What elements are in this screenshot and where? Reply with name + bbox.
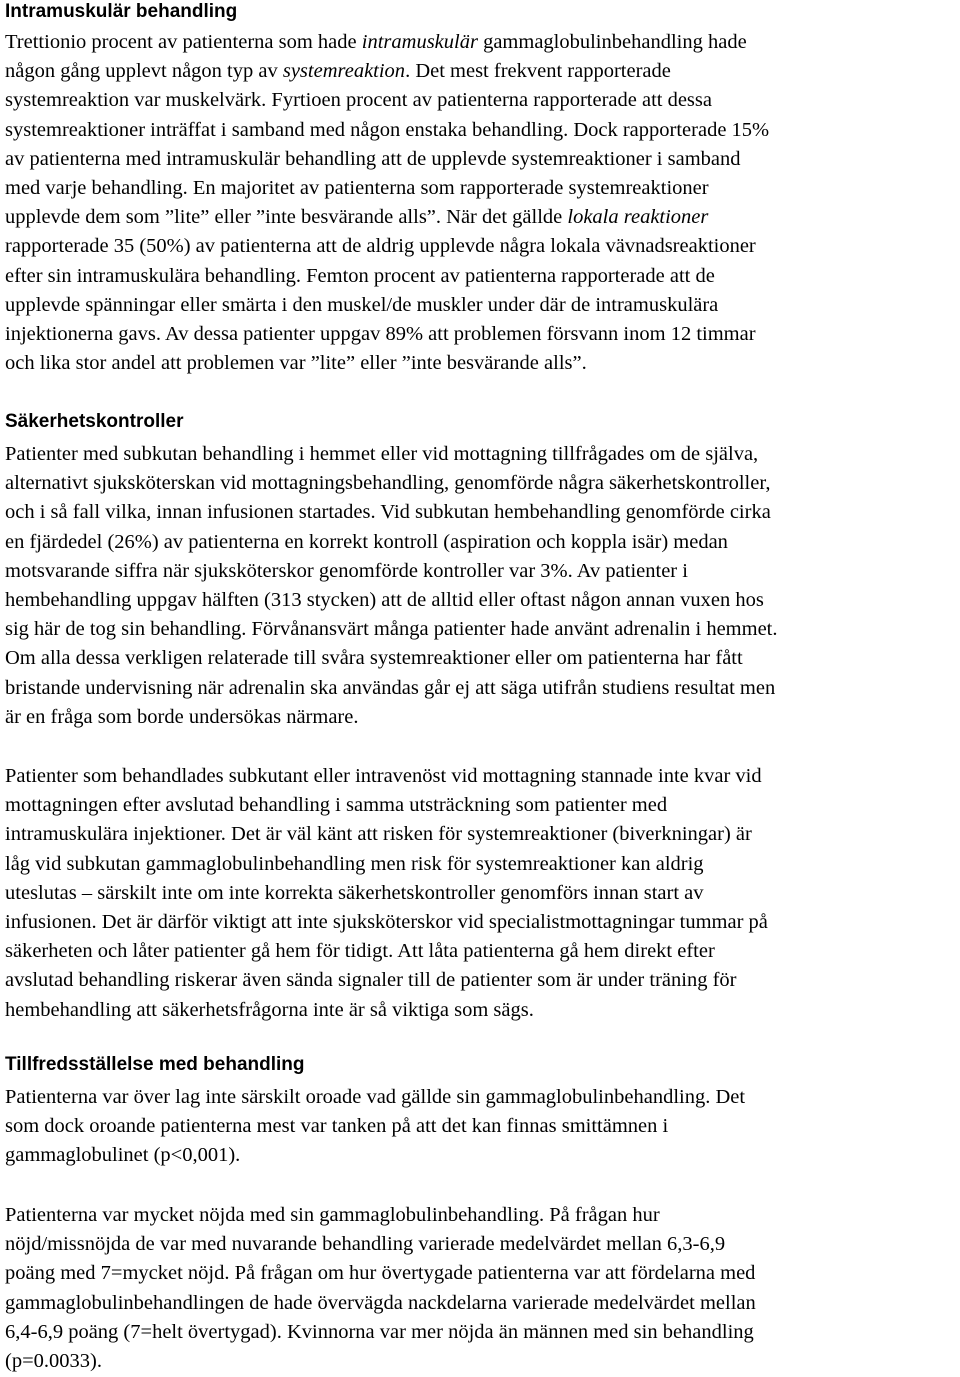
text-line: avslutad behandling riskerar även sända signaler till de patienter som är under träning för: [5, 969, 737, 992]
text-line: och lika stor andel att problemen var ”lite” eller ”inte besvärande alls”.: [5, 352, 587, 375]
text-line: (p=0.0033).: [5, 1350, 102, 1373]
text-line: poäng med 7=mycket nöjd. På frågan om hur övertygade patienterna var att fördelarna med: [5, 1262, 756, 1285]
text-line: en fjärdedel (26%) av patienterna en korrekt kontroll (aspiration och koppla isär) medan: [5, 530, 728, 553]
text-line: intramuskulära injektioner. Det är väl känt att risken för systemreaktioner (biverkningar) är: [5, 823, 752, 846]
text-line: Patienterna var över lag inte särskilt oroade vad gällde sin gammaglobulinbehandling. Det: [5, 1086, 746, 1108]
paragraph-sakerhet-1: [5, 440, 778, 732]
text-line: 6,4-6,9 poäng (7=helt övertygad). Kvinnorna var mer nöjda än männen med sin behandling: [5, 1320, 754, 1343]
heading-intramuskular: Intramuskulär behandling: [5, 1, 238, 22]
text-line: som dock oroande patienterna mest var tanken på att det kan finnas smittämnen i: [5, 1115, 669, 1138]
text-line: mottagningen efter avslutad behandling i samma utsträckning som patienter med: [5, 794, 668, 817]
text-line: hembehandling uppgav hälften (313 stycken) att de alltid eller oftast någon annan vuxen hos: [5, 589, 764, 612]
italic-term: intramuskulär: [361, 31, 478, 53]
text-line: Patienter med subkutan behandling i hemmet eller vid mottagning tillfrågades om de själva,: [5, 443, 759, 465]
text-line: alternativt sjuksköterskan vid mottagningsbehandling, genomförde några säkerhetskontroller,: [5, 472, 771, 495]
text-line: upplevde dem som ”lite” eller ”inte besvärande alls”. När det gällde lokala reaktioner: [5, 206, 709, 229]
text-line: systemreaktioner inträffat i samband med någon enstaka behandling. Dock rapporterade 15%: [5, 118, 770, 141]
text-line: med varje behandling. En majoritet av patienterna som rapporterade systemreaktioner: [5, 177, 709, 200]
text-line: av patienterna med intramuskulär behandling att de upplevde systemreaktioner i samband: [5, 147, 741, 170]
text-line: infusionen. Det är därför viktigt att inte sjuksköterskor vid specialistmottagningar tummar på: [5, 911, 768, 934]
text-line: Trettionio procent av patienterna som hade intramuskulär gammaglobulinbehandling hade: [5, 31, 747, 53]
text-line: säkerheten och låter patienter gå hem för tidigt. Att låta patienterna gå hem direkt efter: [5, 940, 715, 963]
paragraph-sakerhet-2: [5, 762, 768, 1025]
text-line: sig här de tog sin behandling. Förvånansvärt många patienter hade använt adrenalin i hemmet.: [5, 618, 778, 641]
text-line: efter sin intramuskulära behandling. Femton procent av patienterna rapporterade att de: [5, 264, 715, 287]
text-line: Om alla dessa verkligen relaterade till svåra systemreaktioner eller om patienterna har fått: [5, 647, 743, 670]
text-line: låg vid subkutan gammaglobulinbehandling men risk för systemreaktioner kan aldrig: [5, 852, 704, 875]
heading-tillfredsstallelse: Tillfredsställelse med behandling: [5, 1054, 305, 1075]
text-line: uteslutas – särskilt inte om inte korrekta säkerhetskontroller genomförs innan start av: [5, 881, 704, 904]
paragraph-tillfreds-1: [5, 1083, 745, 1171]
text-line: bristande undervisning när adrenalin ska användas går ej att säga utifrån studiens resultat men: [5, 676, 776, 699]
text-line: gammaglobulinbehandlingen de hade övervägda nackdelarna varierade medelvärdet mellan: [5, 1291, 756, 1314]
text-line: gammaglobulinet (p<0,001).: [5, 1144, 241, 1167]
text-line: motsvarande siffra när sjuksköterskor genomförde kontroller var 3%. Av patienter i: [5, 559, 688, 582]
text-line: Patienter som behandlades subkutant eller intravenöst vid mottagning stannade inte kvar vid: [5, 765, 762, 787]
text-line: hembehandling att säkerhetsfrågorna inte är så viktiga som sägs.: [5, 998, 534, 1021]
italic-term: lokala reaktioner: [567, 206, 709, 229]
text-line: och i så fall vilka, innan infusionen startades. Vid subkutan hembehandling genomförde cirka: [5, 501, 771, 524]
text-line: Patienterna var mycket nöjda med sin gammaglobulinbehandling. På frågan hur: [5, 1204, 660, 1226]
heading-sakerhetskontroller: Säkerhetskontroller: [5, 411, 184, 432]
text-line: rapporterade 35 (50%) av patienterna att de aldrig upplevde några lokala vävnadsreaktioner: [5, 235, 756, 258]
text-line: någon gång upplevt någon typ av systemreaktion. Det mest frekvent rapporterade: [5, 60, 671, 83]
text-line: injektionerna gavs. Av dessa patienter uppgav 89% att problemen försvann inom 12 timmar: [5, 323, 756, 346]
text-line: upplevde spänningar eller smärta i den muskel/de muskler under där de intramuskulära: [5, 293, 719, 316]
paragraph-tillfreds-2: [5, 1201, 756, 1376]
italic-term: systemreaktion: [282, 60, 406, 83]
text-line: är en fråga som borde undersökas närmare.: [5, 705, 359, 728]
text-line: systemreaktion var muskelvärk. Fyrtioen procent av patienterna rapporterade att dessa: [5, 89, 712, 112]
paragraph-intramuskular: [5, 28, 769, 378]
text-line: nöjd/missnöjda de var med nuvarande behandling varierade medelvärdet mellan 6,3-6,9: [5, 1233, 726, 1256]
